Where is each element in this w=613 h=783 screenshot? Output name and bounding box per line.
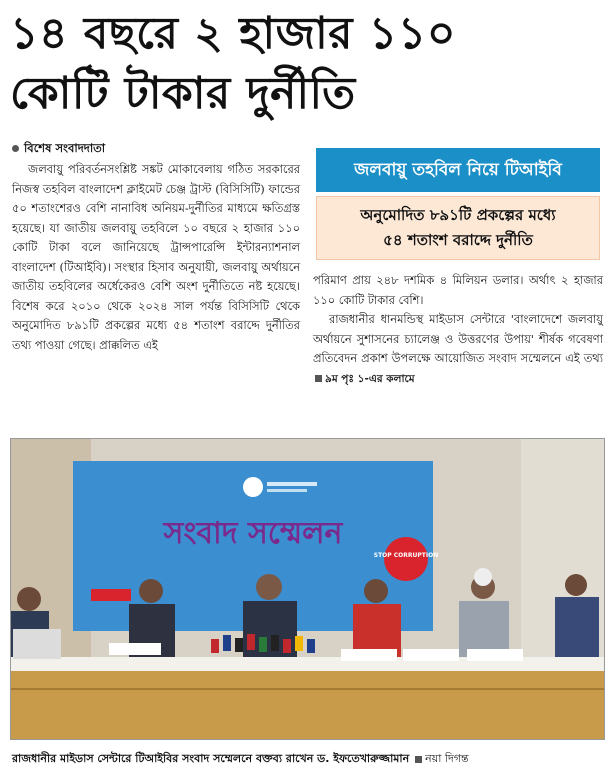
banner-text: সংবাদ সম্মেলন (163, 516, 343, 551)
body-right-column (313, 271, 603, 389)
headline (10, 4, 605, 124)
jump-reference (313, 373, 415, 385)
jump-reference-text: ৯ম পৃঃ ১-এর কলামে (325, 372, 415, 385)
body-right-paragraph-2 (313, 310, 603, 389)
byline (12, 140, 105, 159)
headline-line-1: ১৪ বছরে ২ হাজার ১১০ (10, 8, 456, 59)
badge-text: STOP CORRUPTION (373, 552, 439, 559)
press-conference-photo (10, 438, 605, 740)
headline-line-2: কোটি টাকার দুর্নীতি (10, 68, 356, 119)
subheadline-line-1: অনুমোদিত ৮৯১টি প্রকল্পের মধ্যে (360, 206, 556, 224)
square-bullet-icon (415, 756, 422, 763)
bullet-icon (12, 145, 19, 152)
subheadline-line-2: ৫৪ শতাংশ বরাদ্দে দুর্নীতি (383, 231, 533, 249)
conference-table (11, 671, 604, 739)
subheadline-box (316, 196, 600, 260)
body-left-column: জলবায়ু পরিবর্তনসংশ্লিষ্ট সঙ্কট মোকাবেলায় গঠিত সরকারের নিজস্ব তহবিল বাংলাদেশ ক্লাইমেট চেঞ্জ ট্রাস্ট (বিসিসিটি) ফান্ডের ৫০ শতাংশেরও বেশি নানাবিধ অনিয়ম-দুর্নীতির মাধ্যমে ক্ষতিগ্রস্ত হয়েছে। যা জাতীয় জলবায়ু তহবিলে ১০ বছরে ২ হাজার ১১০ কোটি টাকা বলে জানিয়েছে ট্রান্সপারেন্সি ইন্টারন্যাশনাল বাংলাদেশ (টিআইবি)। সংস্থার হিসাব অনুযায়ী, জলবায়ু অর্থায়নে জাতীয় তহবিলের অর্ধেকেরও বেশি অংশ দুর্নীতিতে নষ্ট হয়েছে। বিশেষ করে ২০১০ থেকে ২০২৪ সাল পর্যন্ত বিসিসিটি থেকে অনুমোদিত ৮৯১টি প্রকল্পের মধ্যে ৫৪ শতাংশ বরাদ্দে দুর্নীতির তথ্য পাওয়া গেছে। প্রাক্কলিত এই (12, 162, 300, 352)
photo-credit: নয়া দিগন্ত (425, 752, 469, 765)
kicker-banner: জলবায়ু তহবিল নিয়ে টিআইবি (316, 148, 600, 192)
caption-text: রাজধানীর মাইডাস সেন্টারে টিআইবির সংবাদ সম্মেলনে বক্তব্য রাখেন ড. ইফতেখারুজ্জামান (12, 752, 410, 765)
square-bullet-icon (315, 375, 322, 382)
stop-corruption-badge (384, 537, 428, 581)
photo-caption (12, 750, 605, 769)
body-right-paragraph-2-text: রাজধানীর ধানমন্ডিস্থ মাইডাস সেন্টারে 'বাংলাদেশে জলবায়ু অর্থায়নে সুশাসনের চ্যালেঞ্জ ও উত্তরণের উপায়' শীর্ষক গবেষণা প্রতিবেদন প্রকাশ উপলক্ষে আয়োজিত সংবাদ সম্মেলনে এই তথ্য (313, 312, 603, 365)
byline-text: বিশেষ সংবাদদাতা (24, 141, 106, 155)
body-right-paragraph-1: পরিমাণ প্রায় ২৪৮ দশমিক ৪ মিলিয়ন ডলার। অর্থাৎ ২ হাজার ১১০ কোটি টাকার বেশি। (313, 273, 603, 307)
